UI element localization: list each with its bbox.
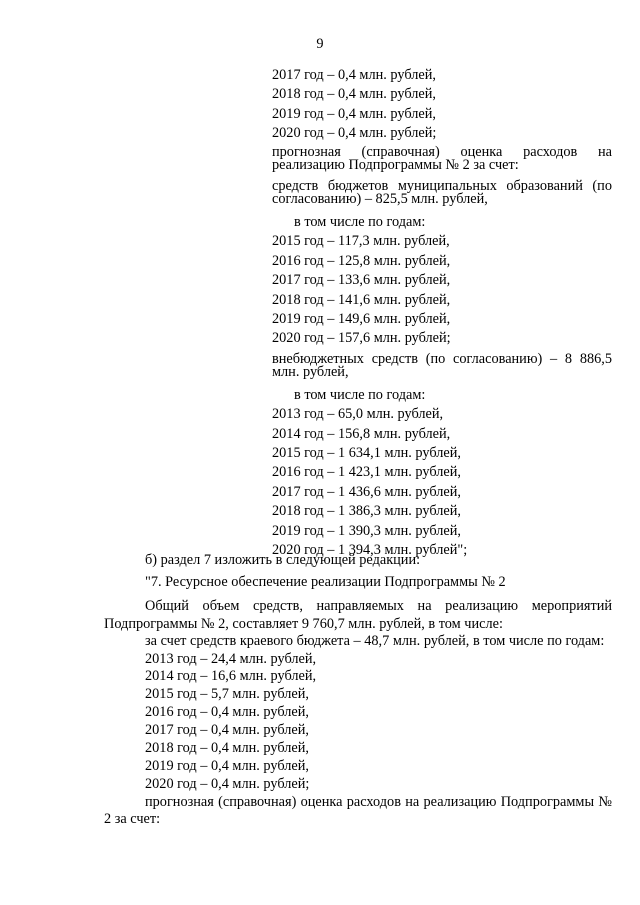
year-line: 2013 год – 65,0 млн. рублей, [272,406,444,423]
section-title: "7. Ресурсное обеспечение реализации Подпрограммы № 2 [145,574,506,591]
year-line: 2013 год – 24,4 млн. рублей, [145,650,317,667]
year-line: 2015 год – 1 634,1 млн. рублей, [272,445,461,462]
year-line: 2020 год – 0,4 млн. рублей; [272,125,437,142]
year-line: 2020 год – 1 394,3 млн. рублей"; [272,541,468,558]
year-line: 2018 год – 1 386,3 млн. рублей, [272,503,461,520]
year-line: 2018 год – 141,6 млн. рублей, [272,291,451,308]
year-line: 2020 год – 0,4 млн. рублей; [145,775,310,792]
section-7-text [104,551,612,829]
municipal-funds: средств бюджетов муниципальных образований (по согласованию) – 825,5 млн. рублей, [272,177,612,208]
section-b-instruction: б) раздел 7 изложить в следующей редакции: [145,552,421,568]
including-by-years: в том числе по годам: [294,386,426,403]
including-by-years: в том числе по годам: [294,213,426,230]
year-line: 2017 год – 133,6 млн. рублей, [272,272,451,289]
year-line: 2014 год – 16,6 млн. рублей, [145,668,317,685]
year-line: 2016 год – 0,4 млн. рублей, [145,704,309,721]
year-line: 2015 год – 117,3 млн. рублей, [272,233,450,250]
year-line: 2017 год – 1 436,6 млн. рублей, [272,483,461,500]
year-line: 2019 год – 0,4 млн. рублей, [145,757,309,774]
forecast-paragraph: прогнозная (справочная) оценка расходов на реализацию Подпрограммы № 2 за счет: [104,793,612,828]
year-line: 2019 год – 149,6 млн. рублей, [272,310,451,327]
year-line: 2017 год – 0,4 млн. рублей, [145,722,309,739]
page-number: 9 [316,36,324,52]
year-line: 2020 год – 157,6 млн. рублей; [272,330,451,347]
year-line: 2015 год – 5,7 млн. рублей, [145,686,309,703]
funding-list-column [272,66,612,560]
year-line: 2014 год – 156,8 млн. рублей, [272,425,451,442]
year-line: 2019 год – 0,4 млн. рублей, [272,105,436,122]
extrabudgetary-funds: внебюджетных средств (по согласованию) – 8 886,5 млн. рублей, [272,350,612,381]
year-line: 2017 год – 0,4 млн. рублей, [272,67,436,83]
year-line: 2019 год – 1 390,3 млн. рублей, [272,522,461,539]
year-line: 2018 год – 0,4 млн. рублей, [145,740,309,757]
regional-budget-paragraph: за счет средств краевого бюджета – 48,7 млн. рублей, в том числе по годам: [145,633,605,650]
year-line: 2016 год – 1 423,1 млн. рублей, [272,464,461,481]
total-funding-paragraph: Общий объем средств, направляемых на реализацию мероприятий Подпрограммы № 2, составляет 9 760,7 млн. рублей, в том числе: [104,598,612,632]
year-line: 2016 год – 125,8 млн. рублей, [272,252,451,269]
year-line: 2018 год – 0,4 млн. рублей, [272,86,436,103]
forecast-intro: прогнозная (справочная) оценка расходов на реализацию Подпрограммы № 2 за счет: [272,143,612,174]
